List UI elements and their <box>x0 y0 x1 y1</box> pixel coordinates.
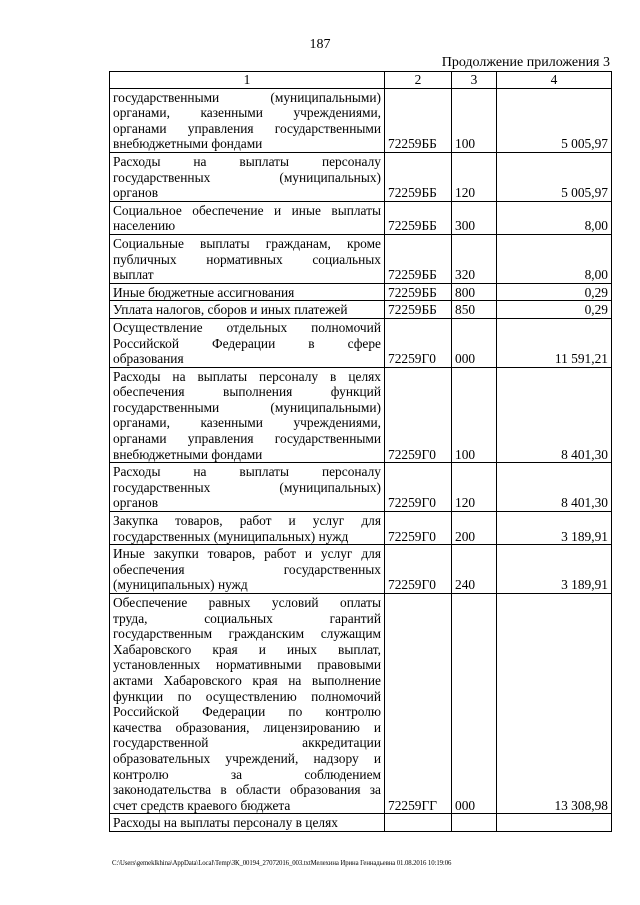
row-expense-type: 800 <box>452 283 497 301</box>
row-description <box>110 318 385 367</box>
row-code: 72259ББ <box>385 152 452 201</box>
description-line: Хабаровского края и иных выплат, <box>113 641 381 657</box>
table-row <box>110 201 612 234</box>
row-expense-type: 300 <box>452 201 497 234</box>
row-code: 72259ББ <box>385 234 452 283</box>
description-line: государственных (муниципальных) нужд <box>113 528 349 544</box>
row-code: 72259Г0 <box>385 367 452 463</box>
description-line: выплат <box>113 267 154 283</box>
description-line: государственных (муниципальных) <box>113 479 381 495</box>
description-line: Осуществление отдельных полномочий <box>113 319 381 335</box>
row-amount: 3 189,91 <box>497 512 612 545</box>
header-col-3: 3 <box>452 72 497 89</box>
row-description <box>110 594 385 814</box>
row-code <box>385 814 452 832</box>
row-amount: 8 401,30 <box>497 367 612 463</box>
table-row <box>110 367 612 463</box>
row-amount: 5 005,97 <box>497 152 612 201</box>
row-description <box>110 301 385 319</box>
row-description <box>110 201 385 234</box>
row-expense-type: 100 <box>452 367 497 463</box>
description-line: актами Хабаровского края на выполнение <box>113 672 381 688</box>
description-line: обеспечения государственных <box>113 561 381 577</box>
row-amount: 0,29 <box>497 283 612 301</box>
row-expense-type: 000 <box>452 318 497 367</box>
description-line: труда, социальных гарантий <box>113 610 381 626</box>
description-line: образования <box>113 351 184 367</box>
row-description <box>110 152 385 201</box>
description-line: законодательства в области образования за <box>113 782 381 798</box>
row-code: 72259ГГ <box>385 594 452 814</box>
row-amount: 8,00 <box>497 234 612 283</box>
row-description <box>110 234 385 283</box>
description-line: органов <box>113 495 159 511</box>
description-line: обеспечения выполнения функций <box>113 384 381 400</box>
table-row <box>110 283 612 301</box>
row-code: 72259ББ <box>385 88 452 152</box>
description-line: Расходы на выплаты персоналу в целях <box>113 368 381 384</box>
row-description <box>110 512 385 545</box>
description-line: счет средств краевого бюджета <box>113 797 291 813</box>
row-amount: 11 591,21 <box>497 318 612 367</box>
description-line: Уплата налогов, сборов и иных платежей <box>113 302 348 318</box>
description-line: органов <box>113 185 159 201</box>
budget-table <box>109 71 612 832</box>
row-code: 72259ББ <box>385 301 452 319</box>
description-line: государственных (муниципальных) <box>113 169 381 185</box>
description-line: органами управления государственными <box>113 431 381 447</box>
table-row <box>110 594 612 814</box>
row-expense-type: 100 <box>452 88 497 152</box>
header-col-4: 4 <box>497 72 612 89</box>
row-amount: 8,00 <box>497 201 612 234</box>
row-description <box>110 814 385 832</box>
description-line: контролю за соблюдением <box>113 766 381 782</box>
description-line: функции по осуществлению полномочий <box>113 688 381 704</box>
row-description <box>110 367 385 463</box>
row-code: 72259Г0 <box>385 318 452 367</box>
description-line: внебюджетными фондами <box>113 446 263 462</box>
row-expense-type <box>452 814 497 832</box>
header-col-1: 1 <box>110 72 385 89</box>
description-line: Иные закупки товаров, работ и услуг для <box>113 546 381 562</box>
table-row <box>110 152 612 201</box>
continuation-label: Продолжение приложения 3 <box>441 55 610 70</box>
description-line: Расходы на выплаты персоналу <box>113 153 381 169</box>
table-row <box>110 234 612 283</box>
row-description <box>110 283 385 301</box>
row-expense-type: 120 <box>452 463 497 512</box>
description-line: Расходы на выплаты персоналу в целях <box>113 815 338 831</box>
description-line: Обеспечение равных условий оплаты <box>113 595 381 610</box>
row-expense-type: 320 <box>452 234 497 283</box>
row-amount: 3 189,91 <box>497 545 612 594</box>
description-line: государственной аккредитации <box>113 735 381 751</box>
row-code: 72259Г0 <box>385 463 452 512</box>
table-row <box>110 301 612 319</box>
description-line: (муниципальных) нужд <box>113 577 248 593</box>
row-description <box>110 545 385 594</box>
description-line: Социальное обеспечение и иные выплаты <box>113 202 381 218</box>
description-line: внебюджетными фондами <box>113 136 263 152</box>
description-line: органами управления государственными <box>113 120 381 136</box>
description-line: Расходы на выплаты персоналу <box>113 464 381 480</box>
description-line: Российской Федерации в сфере <box>113 335 381 351</box>
description-line: органами, казенными учреждениями, <box>113 105 381 121</box>
file-path-footer: C:\Users\gemeklkhina\AppData\Local\Temp\ЗК_00194_27072016_003.txtМелехина Ирина Геннадьевна 01.08.2016 10:19:06 <box>112 860 452 867</box>
row-expense-type: 850 <box>452 301 497 319</box>
row-code: 72259ББ <box>385 201 452 234</box>
row-description <box>110 463 385 512</box>
description-line: органами, казенными учреждениями, <box>113 415 381 431</box>
row-code: 72259Г0 <box>385 545 452 594</box>
table-row <box>110 88 612 152</box>
row-amount: 13 308,98 <box>497 594 612 814</box>
row-code: 72259ББ <box>385 283 452 301</box>
description-line: государственным гражданским служащим <box>113 626 381 642</box>
row-description <box>110 88 385 152</box>
row-amount <box>497 814 612 832</box>
description-line: государственными (муниципальными) <box>113 399 381 415</box>
description-line: Закупка товаров, работ и услуг для <box>113 513 381 529</box>
row-expense-type: 240 <box>452 545 497 594</box>
row-expense-type: 200 <box>452 512 497 545</box>
description-line: публичных нормативных социальных <box>113 251 381 267</box>
description-line: Российской Федерации по контролю <box>113 704 381 720</box>
row-code: 72259Г0 <box>385 512 452 545</box>
table-body <box>110 72 612 832</box>
description-line: качества образования, лицензированию и <box>113 719 381 735</box>
row-expense-type: 000 <box>452 594 497 814</box>
table-row <box>110 814 612 832</box>
table-row <box>110 318 612 367</box>
description-line: населению <box>113 218 176 234</box>
table-header-row <box>110 72 612 89</box>
table-row <box>110 512 612 545</box>
description-line: Иные бюджетные ассигнования <box>113 284 295 300</box>
description-line: установленных нормативными правовыми <box>113 657 381 673</box>
description-line: образовательных учреждений, надзору и <box>113 750 381 766</box>
page-number: 187 <box>309 37 331 52</box>
description-line: государственными (муниципальными) <box>113 89 381 105</box>
table-row <box>110 463 612 512</box>
header-col-2: 2 <box>385 72 452 89</box>
row-amount: 8 401,30 <box>497 463 612 512</box>
row-amount: 5 005,97 <box>497 88 612 152</box>
table-row <box>110 545 612 594</box>
row-amount: 0,29 <box>497 301 612 319</box>
description-line: Социальные выплаты гражданам, кроме <box>113 235 381 251</box>
row-expense-type: 120 <box>452 152 497 201</box>
